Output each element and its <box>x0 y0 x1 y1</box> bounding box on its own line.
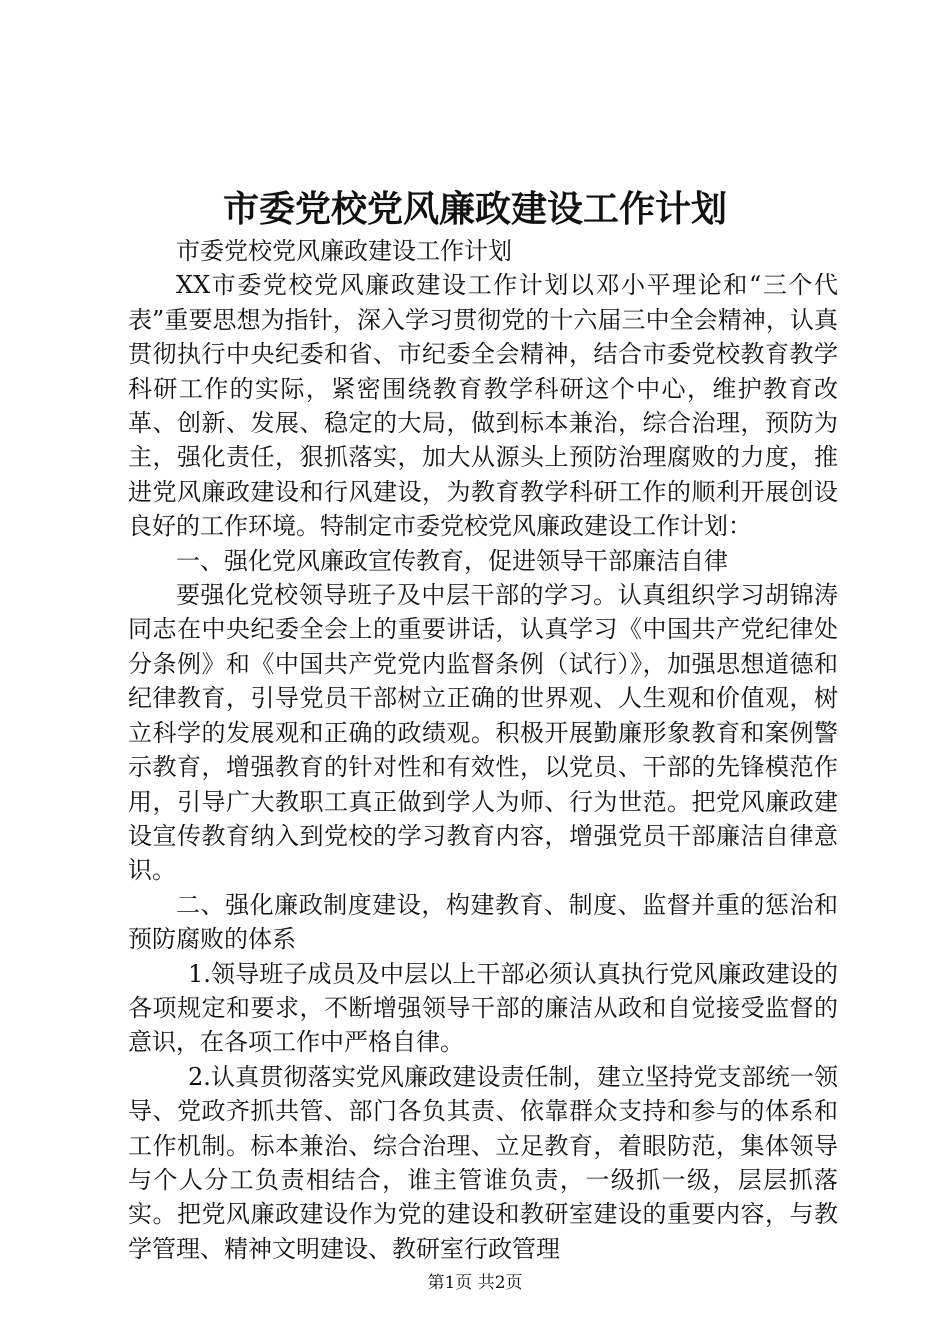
document-title: 市委党校党风廉政建设工作计划 <box>222 188 727 230</box>
paragraph-section-1: 要强化党校领导班子及中层干部的学习。认真组织学习胡锦涛同志在中央纪委全会上的重要讲话，认真学习《中国共产党纪律处分条例》和《中国共产党党内监督条例（试行）》，加强思想道德和纪律教育，引导党员干部树立正确的世界观、人生观和价值观，树立科学的发展观和正确的政绩观。积极开展勤廉形象教育和案例警示教育，增强教育的针对性和有效性，以党员、干部的先锋模范作用，引导广大教职工真正做到学人为师、行为世范。把党风廉政建设宣传教育纳入到党校的学习教育内容，增强党员干部廉洁自律意识。 <box>128 581 838 885</box>
section-heading-1: 一、强化党风廉政宣传教育，促进领导干部廉洁自律 <box>176 546 728 575</box>
paragraph-item-2: 2.认真贯彻落实党风廉政建设责任制，建立坚持党支部统一领导、党政齐抓共管、部门各负其责、依靠群众支持和参与的体系和工作机制。标本兼治、综合治理、立足教育，着眼防范，集体领导与个人分工负责相结合，谁主管谁负责，一级抓一级，层层抓落实。把党风廉政建设作为党的建设和教研室建设的重要内容，与教学管理、精神文明建设、教研室行政管理 <box>128 1062 838 1263</box>
paragraph-subtitle: 市委党校党风廉政建设工作计划 <box>176 237 512 265</box>
paragraph-intro: XX市委党校党风廉政建设工作计划以邓小平理论和“三个代表”重要思想为指针，深入学习贯彻党的十六届三中全会精神，认真贯彻执行中央纪委和省、市纪委全会精神，结合市委党校教育教学科研工作的实际，紧密围绕教育教学科研这个中心，维护教育改革、创新、发展、稳定的大局，做到标本兼治，综合治理，预防为主，强化责任，狠抓落实，加大从源头上预防治理腐败的力度，推进党风廉政建设和行风建设，为教育教学科研工作的顺利开展创设良好的工作环境。特制定市委党校党风廉政建设工作计划： <box>128 271 838 541</box>
section-heading-2: 二、强化廉政制度建设，构建教育、制度、监督并重的惩治和预防腐败的体系 <box>128 890 838 954</box>
page-footer: 第1页 共2页 <box>427 1273 523 1293</box>
document-body <box>128 234 838 1266</box>
paragraph-item-1: 1.领导班子成员及中层以上干部必须认真执行党风廉政建设的各项规定和要求，不断增强领导干部的廉洁从政和自觉接受监督的意识，在各项工作中严格自律。 <box>128 959 838 1057</box>
